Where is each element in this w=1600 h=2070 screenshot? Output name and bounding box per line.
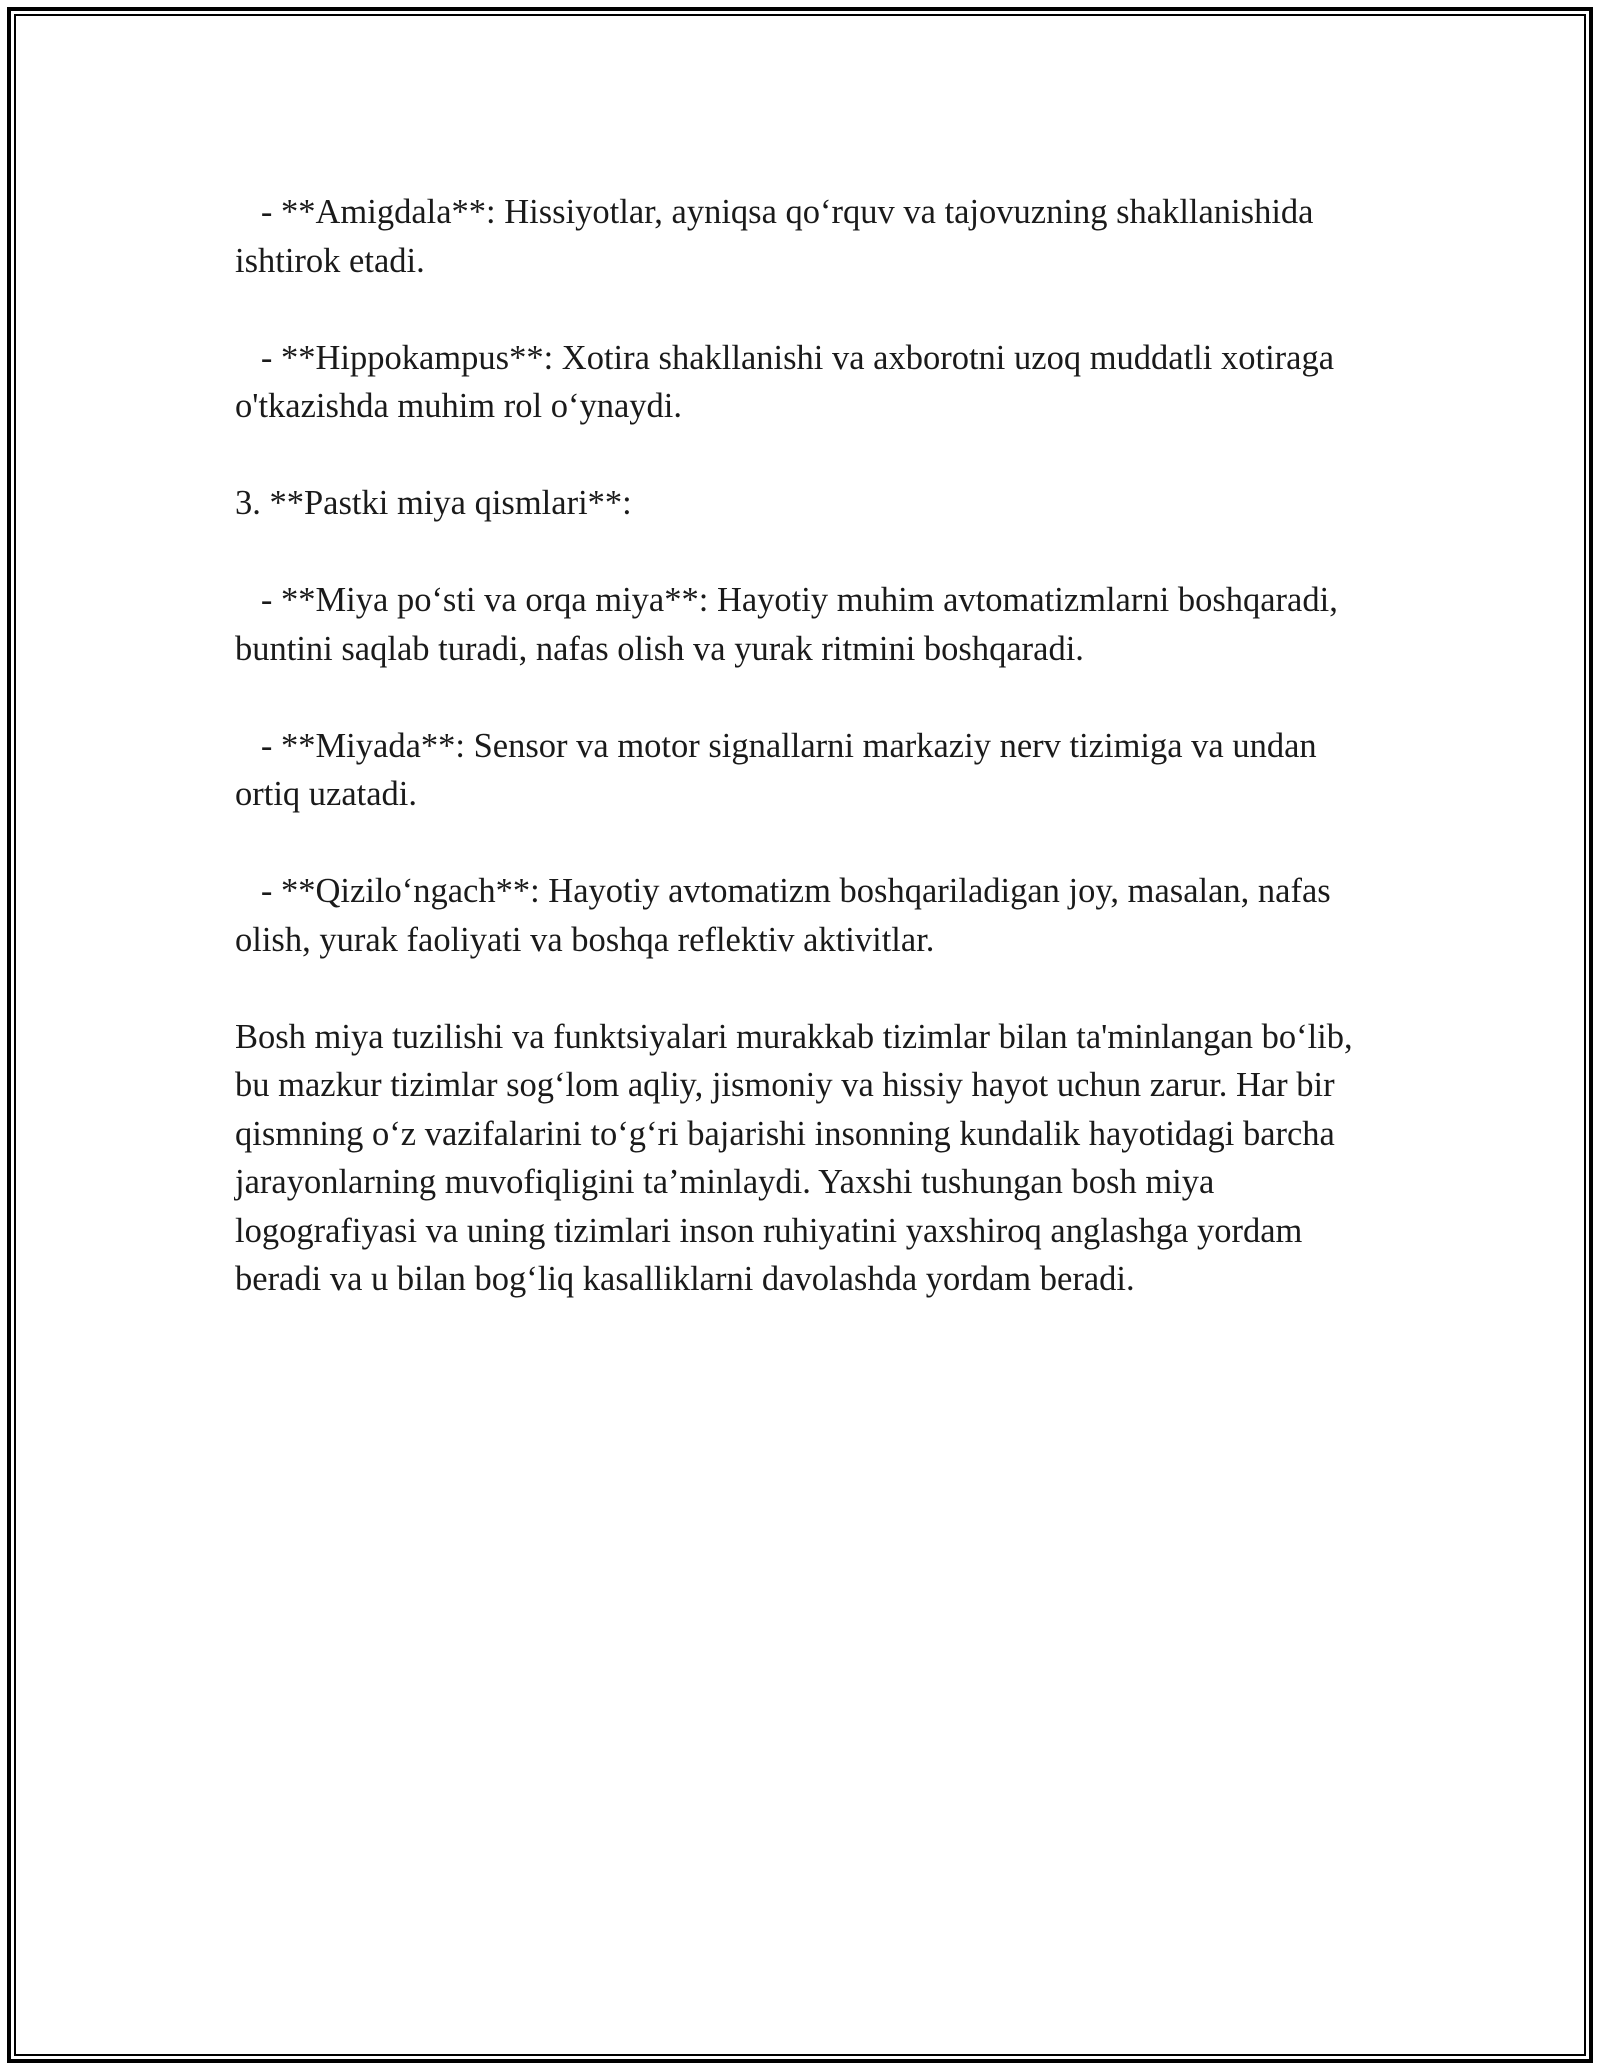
list-item-miya-posti: - **Miya po‘sti va orqa miya**: Hayotiy muhim avtomatizmlarni boshqaradi, buntini saqlab turadi, nafas olish va yurak ritmini boshqaradi. [235, 581, 1347, 668]
conclusion-paragraph: Bosh miya tuzilishi va funktsiyalari murakkab tizimlar bilan ta'minlangan bo‘lib, bu mazkur tizimlar sog‘lom aqliy, jismoniy va hissiy hayot uchun zarur. Har bir qismning o‘z vazifalarini to‘g‘ri bajarishi insonning kundalik hayotidagi barcha jarayonlarning muvofiqligini ta’minlaydi. Yaxshi tushungan bosh miya logografiyasi va uning tizimlari inson ruhiyatini yaxshiroq anglashga yordam beradi va u bilan bog‘liq kasalliklarni davolashda yordam beradi. [235, 1017, 1362, 1298]
list-item-qizilongach: - **Qizilo‘ngach**: Hayotiy avtomatizm boshqariladigan joy, masalan, nafas olish, yurak faoliyati va boshqa reflektiv aktivitlar. [235, 872, 1340, 959]
list-item-hippokampus: - **Hippokampus**: Xotira shakllanishi va axborotni uzoq muddatli xotiraga o'tkazishda muhim rol o‘ynaydi. [235, 338, 1343, 425]
document-body [235, 188, 1365, 1304]
list-item-amigdala: - **Amigdala**: Hissiyotlar, ayniqsa qo‘rquv va tajovuzning shakllanishida ishtirok etadi. [235, 193, 1323, 280]
section-heading-pastki-miya: 3. **Pastki miya qismlari**: [235, 484, 632, 522]
list-item-miyada: - **Miyada**: Sensor va motor signallarni markaziy nerv tizimiga va undan ortiq uzatadi. [235, 726, 1326, 813]
